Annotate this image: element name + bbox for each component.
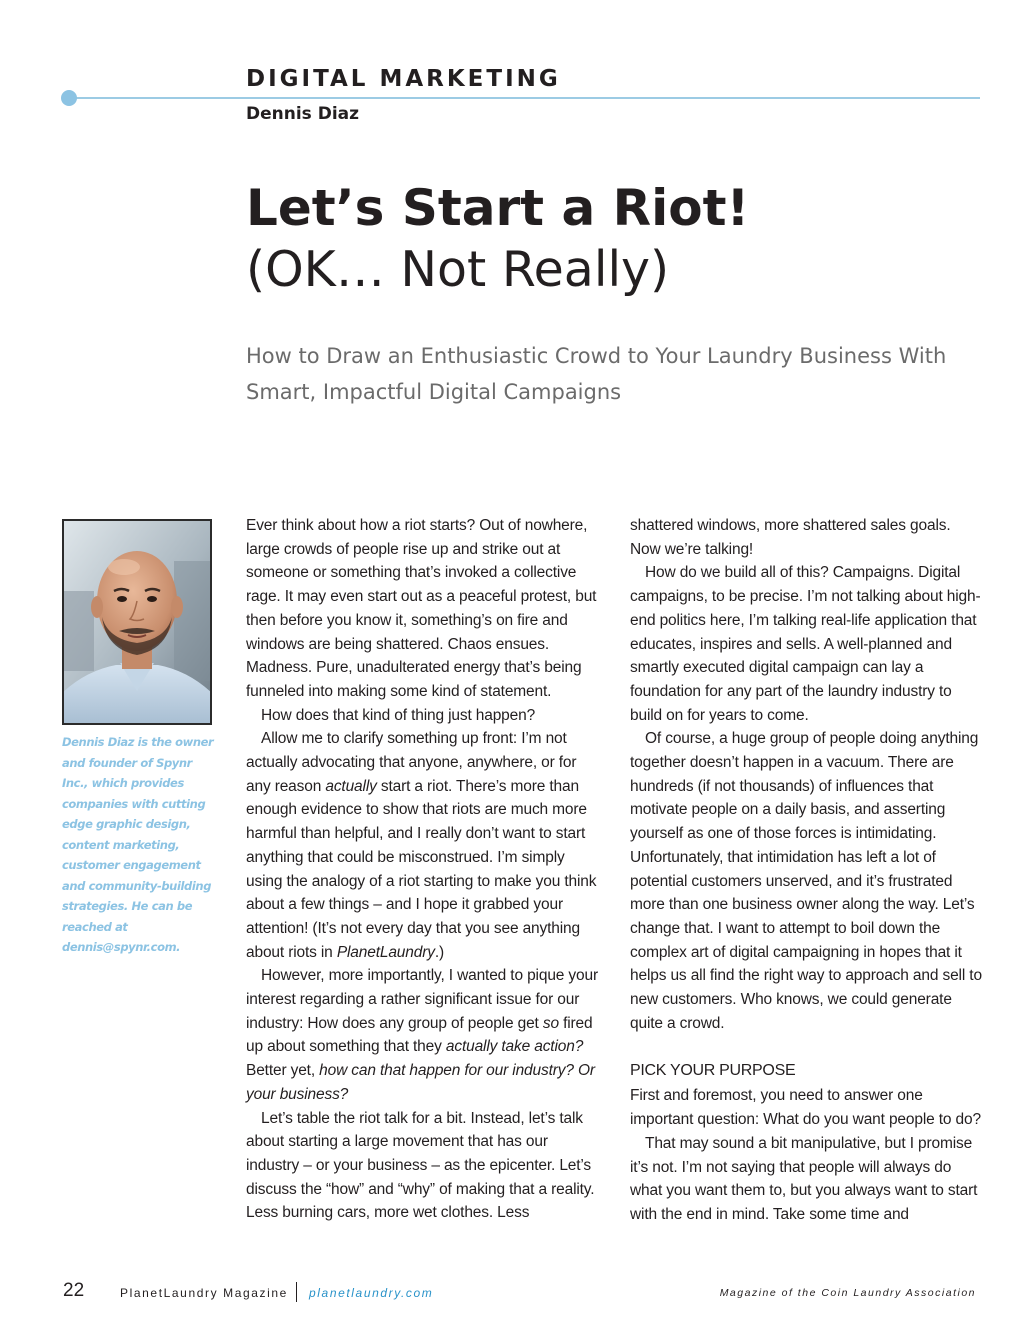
body-column-left — [246, 514, 600, 1225]
article-subtitle: How to Draw an Enthusiastic Crowd to Your Laundry Business With Smart, Impactful Digital Campaigns — [246, 344, 947, 404]
paragraph: However, more importantly, I wanted to pique your interest regarding a rather significant issue for our industry: How does any group of people get so fired up about something that they actually take action? Better yet, how can that happen for our industry? Or your business? — [246, 967, 598, 1103]
section-subhead: PICK YOUR PURPOSE — [630, 1062, 796, 1080]
paragraph: Ever think about how a riot starts? Out of nowhere, large crowds of people rise up and strike out at someone or something that’s invoked a collective rage. It may even start out as a peaceful protest, but then before you know it, something’s on fire and windows are being shattered. Chaos ensues. Madness. Pure, unadulterated energy that’s being funneled into making some kind of statement. — [246, 517, 597, 700]
page-number: 22 — [63, 1280, 85, 1301]
paragraph: Let’s table the riot talk for a bit. Instead, let’s talk about starting a large movement that has our industry – or your business – as the epicenter. Let’s discuss the “how” and “why” of making that a reality. Less burning cars, more wet clothes. Less — [246, 1109, 595, 1222]
section-rule — [68, 97, 980, 99]
author-photo — [62, 519, 212, 725]
author-bio-caption: Dennis Diaz is the owner and founder of Spynr Inc., which provides companies with cutting edge graphic design, content marketing, customer engagement and community-building strategies. He can be reached at dennis@spynr.com. — [62, 735, 214, 954]
paragraph: First and foremost, you need to answer one important question: What do you want people to do? — [630, 1087, 981, 1129]
author-name: Dennis Diaz — [246, 104, 360, 124]
paragraph: Allow me to clarify something up front: I’m not actually advocating that anyone, anywhere, or for any reason actually start a riot. There’s more than enough evidence to show that riots are much more harmful than helpful, and I really don’t want to start anything that could be misconstrued. I’m simply using the analogy of a riot starting to make you think about a few things – and I hope it grabbed your attention! (It’s not every day that you see anything about riots in PlanetLaundry.) — [246, 730, 597, 961]
paragraph: How do we build all of this? Campaigns. Digital campaigns, to be precise. I’m not talking about high-end politics here, I’m talking real-life application that educates, inspires and sells. A well-planned and smartly executed digital campaign can lay a foundation for any part of the laundry industry to build on for years to come. — [630, 564, 981, 724]
title-line-1: Let’s Start a Riot! — [246, 179, 750, 237]
section-dot-icon — [61, 90, 77, 106]
paragraph: Of course, a huge group of people doing anything together doesn’t happen in a vacuum. There are hundreds (if not thousands) of influences that motivate people on a daily basis, and asserting yourself as one of those forces is intimidating. Unfortunately, that intimidation has left a lot of potential customers unserved, and it’s frustrated more than one business owner along the way. Let’s change that. I want to attempt to boil down the complex art of digital campaigning in hopes that it helps us all find the right way to approach and sell to new customers. Who knows, we could generate quite a crowd. — [630, 730, 982, 1032]
footer-divider — [296, 1282, 297, 1302]
title-line-2: (OK… Not Really) — [246, 241, 670, 298]
body-column-right — [630, 514, 982, 1227]
magazine-name: PlanetLaundry Magazine — [120, 1286, 288, 1300]
paragraph: shattered windows, more shattered sales goals. Now we’re talking! — [630, 517, 951, 558]
association-tagline: Magazine of the Coin Laundry Association — [719, 1287, 976, 1299]
page-footer — [0, 1280, 1024, 1310]
section-label: DIGITAL MARKETING — [246, 66, 561, 92]
paragraph: That may sound a bit manipulative, but I promise it’s not. I’m not saying that people will always do what you want them to, but you always want to start with the end in mind. Take some time and — [630, 1134, 978, 1223]
paragraph: How does that kind of thing just happen? — [261, 706, 536, 724]
website-link[interactable]: planetlaundry.com — [309, 1286, 434, 1300]
